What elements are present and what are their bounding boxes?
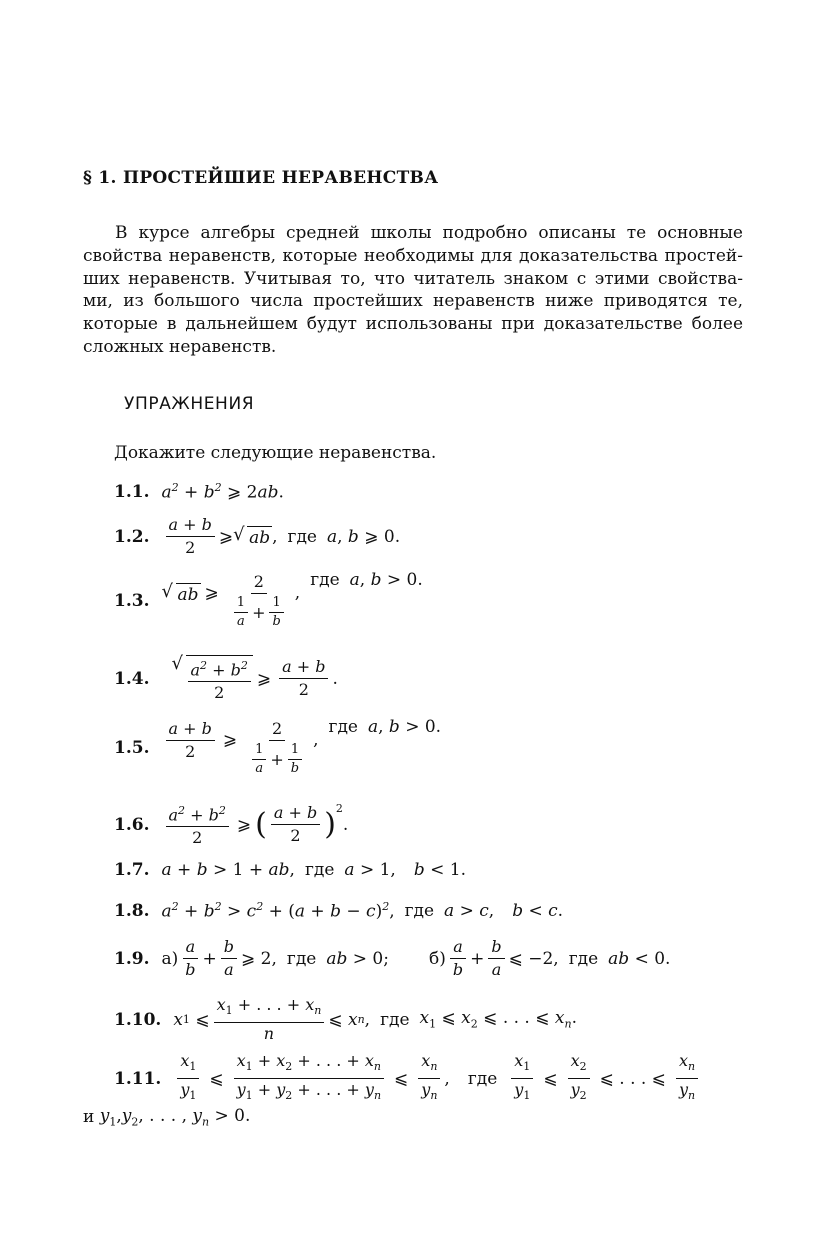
formula: √ ab ⩾ 2 $\frac{1}{a}$ + $\frac{1}{b}$ , (162, 573, 301, 629)
exercise-1-9 (114, 938, 670, 979)
where-word: где (467, 1068, 498, 1089)
exercise-1-6 (114, 802, 348, 847)
formula: x 1 ⩽ $\frac{x_1 + . . . + x_n}{n}$ ⩽ x n , (173, 995, 371, 1044)
where-word: где (304, 860, 335, 880)
formula-b: $\frac{a}{b}$ + $\frac{b}{a}$ ⩽ −2, (446, 938, 559, 979)
condition: $\frac{x_1}{y_1}$ ⩽ $\frac{x_2}{y_2}$ ⩽ . . . ⩽ $\frac{x_n}{y_n}$ (507, 1052, 702, 1105)
exercise-1-3 (114, 570, 423, 629)
condition: a, b > 0. (349, 570, 423, 590)
exercise-1-2 (114, 516, 400, 557)
exercise-1-4 (114, 655, 338, 702)
condition: a, b > 0. (367, 717, 442, 737)
where-word: где (404, 900, 435, 921)
paragraph-line: свойства неравенств, которые необходимы для доказательства простей- (83, 245, 743, 266)
formula: $\frac{a + b}{2}$ ⩾ √ ab , (162, 516, 278, 557)
where-word: где (568, 948, 599, 969)
condition-continuation: $y_1,y_2$, . . . , $y_n > 0$. (99, 1106, 251, 1129)
condition-a: ab > 0; (326, 948, 389, 969)
formula: $a^2 + b^2 > c^2 + (a + b - c)^2$, (161, 900, 395, 922)
where-word: где (286, 948, 317, 969)
exercise-number: 1.11. (114, 1068, 162, 1089)
where-word: где (287, 526, 317, 547)
part-b-label: б) (428, 948, 446, 969)
paragraph-line: которые в дальнейшем будут использованы при доказательстве более (83, 314, 743, 335)
exercise-number: 1.9. (114, 948, 150, 969)
condition: a, b ⩾ 0. (326, 526, 401, 547)
part-a-label: а) (161, 948, 179, 969)
and-word: и (83, 1107, 95, 1128)
condition: $x_1$ ⩽ $x_2$ ⩽ . . . ⩽ $x_n$. (419, 1008, 577, 1031)
exercise-1-5 (114, 717, 442, 776)
formula: a + b > 1 + ab, (161, 860, 295, 880)
exercise-number: 1.7. (114, 860, 150, 880)
exercise-number: 1.6. (114, 814, 150, 835)
exercise-number: 1.4. (114, 668, 150, 689)
exercises-intro: Докажите следующие неравенства. (114, 443, 437, 463)
where-word: где (310, 570, 340, 590)
exercise-1-11-continuation (83, 1106, 250, 1128)
formula-a: $\frac{a}{b}$ + $\frac{b}{a}$ ⩾ 2, (178, 938, 277, 979)
section-heading: § 1. ПРОСТЕЙШИЕ НЕРАВЕНСТВА (83, 168, 439, 188)
condition: a > c, b < c. (444, 900, 564, 921)
exercise-number: 1.1. (114, 481, 150, 502)
condition: a > 1, b < 1. (344, 860, 466, 880)
where-word: где (380, 1009, 410, 1030)
exercise-number: 1.3. (114, 591, 150, 611)
paragraph-line: В курсе алгебры средней школы подробно описаны те основные (115, 223, 743, 243)
intro-paragraph (83, 222, 743, 359)
formula: $a^2 + b^2$ ⩾ 2ab. (161, 481, 284, 503)
formula: √ $\frac{a^2 + b^2}{2}$ ⩾ $\frac{a + b}{2}$ . (162, 655, 338, 702)
formula: $\frac{x_1}{y_1}$ ⩽ $\frac{x_1 + x_2 + . . . + x_n}{y_1 + y_2 + . . . + y_n}$ ⩽ $\frac{x_n}{y_n}$ , (173, 1052, 450, 1105)
exercise-1-10 (114, 996, 577, 1043)
exercises-subheading: УПРАЖНЕНИЯ (124, 394, 255, 414)
paragraph-line: ших неравенств. Учитывая то, что читатель знаком с этими свойства- (83, 268, 743, 289)
condition-b: ab < 0. (608, 948, 671, 969)
where-word: где (328, 717, 358, 737)
exercise-1-7 (114, 860, 466, 880)
exercise-number: 1.10. (114, 1009, 162, 1030)
formula: $\frac{a^2 + b^2}{2}$ ⩾ ( $\frac{a + b}{2}$ ) $^2$ . (162, 802, 349, 847)
paragraph-line: сложных неравенств. (83, 336, 277, 357)
paragraph-line: ми, из большого числа простейших неравенств ниже приводятся те, (83, 291, 743, 312)
exercise-1-8 (114, 900, 563, 922)
exercise-number: 1.2. (114, 526, 150, 547)
formula: $\frac{a + b}{2}$ ⩾ 2 $\frac{1}{a}$ + $\frac{1}{b}$ , (162, 720, 319, 776)
exercise-number: 1.5. (114, 738, 150, 758)
exercise-1-1 (114, 481, 284, 503)
exercise-number: 1.8. (114, 900, 150, 921)
exercise-1-11 (114, 1052, 702, 1105)
